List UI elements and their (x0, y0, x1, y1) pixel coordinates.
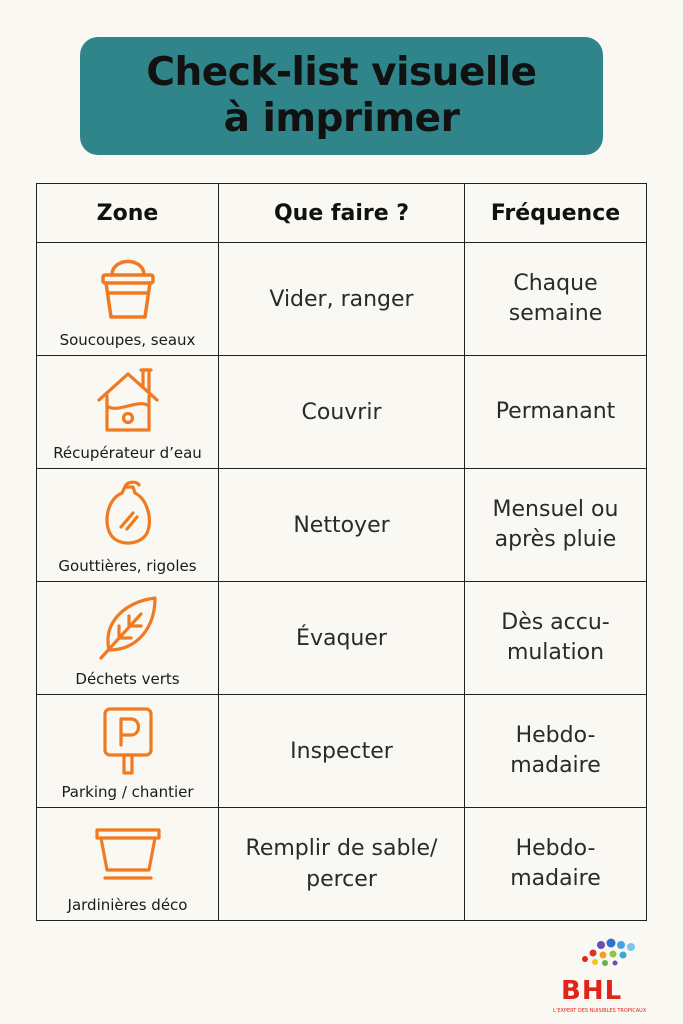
header-action: Que faire ? (219, 184, 465, 243)
house-tank-icon (95, 366, 161, 438)
title-line-1: Check-list visuelle (146, 50, 537, 95)
frequency-cell (465, 469, 647, 582)
frequency-cell (465, 695, 647, 808)
action-line: Nettoyer (293, 512, 390, 538)
action-cell (219, 695, 465, 808)
table-row (37, 356, 647, 469)
zone-label: Parking / chantier (61, 783, 194, 801)
frequency-line: madaire (510, 866, 601, 891)
leaf-icon (95, 592, 161, 664)
title-line-2: à imprimer (223, 96, 460, 141)
zone-cell (37, 808, 219, 921)
action-cell (219, 469, 465, 582)
parking-sign-icon (95, 705, 161, 777)
frequency-line: Permanant (495, 399, 616, 424)
action-cell (219, 808, 465, 921)
action-line: percer (306, 867, 377, 892)
gutter-bag-icon (95, 479, 161, 551)
checklist-table (36, 183, 647, 921)
zone-cell (37, 695, 219, 808)
zone-cell (37, 243, 219, 356)
zone-label: Gouttières, rigoles (58, 557, 197, 575)
frequency-line: Dès accu- (501, 610, 610, 635)
action-line: Couvrir (301, 399, 382, 425)
table-row (37, 469, 647, 582)
action-cell (219, 243, 465, 356)
table-row (37, 695, 647, 808)
frequency-line: après pluie (494, 527, 617, 552)
action-cell (219, 582, 465, 695)
table-row (37, 243, 647, 356)
zone-label: Soucoupes, seaux (59, 331, 196, 349)
frequency-line: Mensuel ou (492, 497, 619, 522)
action-line: Vider, ranger (269, 286, 414, 312)
table-header-row (37, 184, 647, 243)
action-line: Inspecter (290, 738, 393, 764)
header-frequency: Fréquence (465, 184, 647, 243)
frequency-line: mulation (506, 640, 605, 665)
logo-tagline: L’EXPERT DES NUISIBLES TROPICAUX (553, 1008, 647, 1014)
table-row (37, 808, 647, 921)
frequency-cell (465, 356, 647, 469)
zone-cell (37, 582, 219, 695)
action-cell (219, 356, 465, 469)
zone-cell (37, 469, 219, 582)
title-banner (80, 37, 603, 155)
frequency-cell (465, 582, 647, 695)
frequency-cell (465, 243, 647, 356)
frequency-line: Hebdo- (515, 836, 596, 861)
table-row (37, 582, 647, 695)
frequency-line: semaine (508, 301, 603, 326)
action-line: Évaquer (296, 625, 387, 651)
frequency-line: madaire (510, 753, 601, 778)
zone-label: Récupérateur d’eau (53, 444, 202, 462)
zone-label: Déchets verts (75, 670, 180, 688)
frequency-line: Chaque (513, 271, 598, 296)
frequency-line: Hebdo- (515, 723, 596, 748)
frequency-cell (465, 808, 647, 921)
planter-icon (95, 818, 161, 890)
logo-brand: BHL (561, 976, 623, 1006)
action-line: Remplir de sable/ (245, 836, 438, 861)
bucket-icon (95, 253, 161, 325)
zone-cell (37, 356, 219, 469)
header-zone: Zone (37, 184, 219, 243)
zone-label: Jardinières déco (67, 896, 188, 914)
